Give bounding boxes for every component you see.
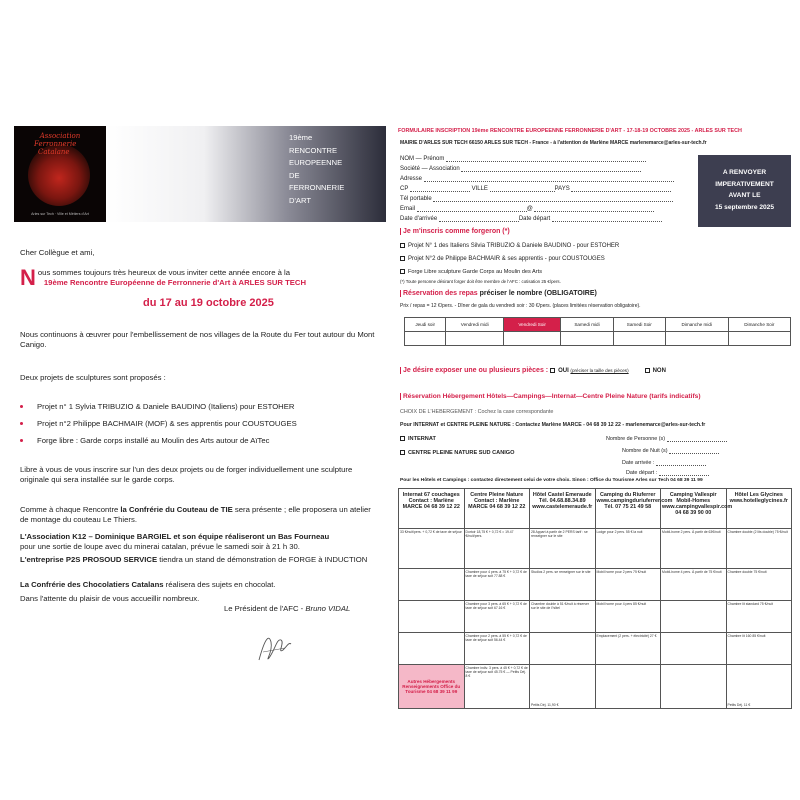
bullet-icon — [20, 422, 23, 425]
hotel-col-riuferrer: Camping du Riuferrer www.campingduriuferrer.com Tél. 07 75 21 49 58 — [595, 489, 661, 529]
meal-count-input[interactable] — [728, 332, 790, 346]
greeting: Cher Collègue et ami, — [20, 248, 95, 257]
meal-vendredi-midi: Vendredi midi — [446, 318, 504, 332]
para-p2s: L'entreprise P2S PROSOUD SERVICE tiendra un stand de démonstration de FORGE à INDUCTION — [20, 555, 368, 564]
checkbox-icon — [400, 256, 405, 261]
para-k12: L'Association K12 – Dominique BARGIEL et son équipe réaliseront un Bas Fourneau pour une sortie de loupe avec du minerai catalan, prévue le samedi soir à 21 h 30. — [20, 532, 330, 551]
heberg-choice: CHOIX DE L'HEBERGEMENT : Cochez la case correspondante — [400, 409, 554, 415]
meal-count-input[interactable] — [446, 332, 504, 346]
meal-count-input[interactable] — [561, 332, 614, 346]
checkbox-icon — [645, 368, 650, 373]
meal-samedi-midi: Samedi midi — [561, 318, 614, 332]
forgeron-note: (*) Toute personne désirant forger doit être membre de l'AFC : cotisation 25 €/pers. — [400, 279, 561, 284]
field-adresse[interactable]: Adresse — [400, 176, 674, 182]
field-nb-personnes[interactable]: Nombre de Personne (s) — [606, 436, 727, 442]
forgeron-option-2[interactable]: Projet N°2 de Philippe BACHMAIR & ses apprentis - pour COUSTOUGES — [400, 256, 605, 262]
logo-line-2: Ferronnerie — [34, 140, 77, 148]
hotels-note: Pour les Hôtels et Campings : contactez directement celui de votre choix. Sinon : Office du Tourisme Arles sur Tech 04 68 39 11 99 — [400, 478, 703, 483]
field-date-depart[interactable]: Date départ : — [626, 470, 709, 476]
checkbox-icon — [400, 450, 405, 455]
para-closing: Dans l'attente du plaisir de vous accueillir nombreux. — [20, 594, 200, 603]
hotel-col-castel: Hôtel Castel Emeraude Tél. 04.68.88.34.89 www.castelemeraude.fr — [530, 489, 596, 529]
autres-hebergements: Autres Hébergements Renseignements Office du Tourisme 04 68 39 11 99 — [399, 665, 465, 709]
logo-bottom: Arles sur Tech · Ville et Métiers d'Art — [31, 212, 89, 216]
meal-vendredi-soir: Vendredi Soir — [504, 318, 561, 332]
project-item-1: Projet n° 1 Sylvia TRIBUZIO & Daniele BAUDINO (Italiens) pour ESTOHER — [20, 402, 294, 412]
heberg-contact: Pour INTERNAT et CENTRE PLEINE NATURE : Contactez Marlène MARCE - 04 68 39 12 22 - marlenemarce@arles-sur-tech.fr — [400, 422, 706, 428]
meals-table — [404, 317, 791, 346]
hotel-col-vallespir: Camping Vallespir Mobil-Homes www.campingvallespir.com 04 68 39 90 00 — [661, 489, 727, 529]
expo-heading: Je désire exposer une ou plusieurs pièces : OUI (préciser la taille des pièces) NON — [400, 367, 666, 374]
para-confrerie-couteau: Comme à chaque Rencontre la Confrérie du Couteau de TIE sera présente ; elle proposera un atelier de montage du couteau Le Thiers. — [20, 505, 371, 524]
form-address: MAIRIE D'ARLES SUR TECH 66150 ARLES SUR TECH - France - à l'attention de Marlène MARCE marlenemarce@arles-sur-tech.fr — [400, 140, 707, 146]
intro-paragraph — [20, 265, 380, 290]
field-nb-nuits[interactable]: Nombre de Nuit (s) — [622, 448, 719, 454]
field-societe[interactable]: Société — Association — [400, 166, 641, 172]
signature-icon — [255, 628, 295, 666]
field-tel[interactable]: Tél portable — [400, 196, 673, 202]
table-row: Chambre pour 3 pers. à 65 € + 0,72 € de taxe de séjour soit 67.16 € Chambre double à 51 €/nuit à réserver sur le site de l'hôtel Mobil home pour 4 pers 85 €/nuit Chambre lit standard 75 €/nuit — [399, 601, 792, 633]
meal-count-input[interactable] — [504, 332, 561, 346]
hotel-col-internat: Internat 67 couchages Contact : Marlène MARCE 04 68 39 12 22 — [399, 489, 465, 529]
hotel-col-centre: Centre Pleine Nature Contact : Marlène MARCE 04 68 39 12 22 — [464, 489, 530, 529]
para-inscription: Libre à vous de vous inscrire sur l'un des deux projets ou de forger individuellement une sculpture originale qui sera installée sur le garde corps. — [20, 465, 353, 484]
checkbox-icon — [400, 243, 405, 248]
field-cp-ville-pays[interactable]: CP VILLE PAYS — [400, 186, 671, 192]
option-internat[interactable]: INTERNAT — [400, 436, 436, 442]
forgeron-option-1[interactable]: Projet N° 1 des Italiens Silvia TRIBUZIO & Daniele BAUDINO - pour ESTOHER — [400, 243, 619, 249]
deadline-box: A RENVOYER IMPERATIVEMENT AVANT LE 15 septembre 2025 — [698, 155, 791, 227]
meal-jeudi-soir: Jeudi soir — [405, 318, 446, 332]
logo-line-3: Catalane — [38, 148, 70, 156]
banner-title: 19ème RENCONTRE EUROPEENNE DE FERRONNERIE D'ART — [289, 133, 345, 205]
hotels-table — [398, 488, 792, 709]
intro-dropcap: N — [20, 265, 36, 290]
bullet-icon — [20, 439, 23, 442]
para-embellishment: Nous continuons à œuvrer pour l'embellissement de nos villages de la Route du Fer tout autour du Mont Canigo. — [20, 330, 375, 349]
meals-input-row — [405, 332, 791, 346]
meal-count-input[interactable] — [405, 332, 446, 346]
field-nom[interactable]: NOM — Prénom — [400, 156, 646, 162]
forgeron-heading: Je m'inscris comme forgeron (*) — [400, 228, 510, 235]
meal-dimanche-soir: Dimanche Soir — [728, 318, 790, 332]
field-dates[interactable]: Date d'arrivée Date départ — [400, 216, 662, 222]
para-chocolatiers: La Confrérie des Chocolatiers Catalans réalisera des sujets en chocolat. — [20, 580, 276, 589]
signoff: Le Président de l'AFC - Bruno VIDAL — [224, 604, 351, 613]
meals-header-row — [405, 318, 791, 332]
hotels-header-row — [399, 489, 792, 529]
meal-dimanche-midi: Dimanche midi — [665, 318, 728, 332]
hotel-col-glycines: Hôtel Les Glycines www.hotelleglycines.fr — [726, 489, 792, 529]
bullet-icon — [20, 405, 23, 408]
letter-banner — [14, 126, 386, 222]
field-email[interactable]: Email @ — [400, 206, 654, 212]
checkbox-icon — [400, 436, 405, 441]
form-title: FORMULAIRE INSCRIPTION 19ème RENCONTRE EUROPEENNE FERRONNERIE D'ART - 17-18-19 OCTOBRE 2025 - ARLES SUR TECH — [398, 128, 742, 134]
table-row: 33 €/nuit/pers. + 0,72 € de taxe de séjour Dortoir 18,75 € + 0,72 € = 19.47 €/nuit/pers. 28 Appart à partir de 2 PERS tarif : se renseigner sur le site Lodge pour 2 pers. 55 € la nuit Mobil-home 2 pers. À partir de 63€/nuit Chambre double (2 lits double) 75 €/nuit — [399, 529, 792, 569]
meal-count-input[interactable] — [665, 332, 728, 346]
heberg-heading: Réservation Hébergement Hôtels—Campings—Internat—Centre Pleine Nature (tarifs indicatifs) — [400, 393, 701, 400]
afc-logo — [14, 126, 106, 222]
project-item-3: Forge libre : Garde corps installé au Moulin des Arts autour de AïTec — [20, 436, 269, 446]
checkbox-icon — [400, 269, 405, 274]
repas-price: Prix / repas = 12 €/pers. - Dîner de gala du vendredi soir : 30 €/pers. (places limitées réservation obligatoire). — [400, 303, 641, 309]
table-row: Autres Hébergements Renseignements Office du Tourisme 04 68 39 11 99 Chambre indiv. 3 pers. à 45 € + 0,72 € de taxe de séjour soit 45.75 € — Petits Déj. 8 € Petits Déj. 11,90 € Petits Déj. 11 € — [399, 665, 792, 709]
table-row: Chambre pour 2 pers. à 55 € + 0,72 € de taxe de séjour soit 56.44 € Emplacement (2 pers. + électricité) 27 € Chambre lit 160 85 €/nuit — [399, 633, 792, 665]
event-dates: du 17 au 19 octobre 2025 — [143, 297, 274, 309]
table-row: Chambre pour 4 pers. à 75 € + 0,72 € de taxe de séjour soit 77.88 € Studios 2 pers. se renseigner sur le site Mobil home pour 2 pers 75 €/nuit Mobil-home 4 pers. À partir de 75 €/nuit Chambre double 75 €/nuit — [399, 569, 792, 601]
project-item-2: Projet n°2 Philippe BACHMAIR (MOF) & ses apprentis pour COUSTOUGES — [20, 419, 297, 429]
checkbox-icon — [550, 368, 555, 373]
meal-samedi-soir: Samedi Soir — [613, 318, 665, 332]
projects-intro: Deux projets de sculptures sont proposés : — [20, 373, 166, 382]
option-centre[interactable]: CENTRE PLEINE NATURE SUD CANIGO — [400, 450, 515, 456]
forgeron-option-3[interactable]: Forge Libre sculpture Garde Corps au Moulin des Arts — [400, 269, 542, 275]
field-date-arrivee[interactable]: Date arrivée : — [622, 460, 706, 466]
meal-count-input[interactable] — [613, 332, 665, 346]
event-name: 19ème Rencontre Européenne de Ferronnerie d'Art à ARLES SUR TECH — [43, 278, 307, 287]
repas-heading: Réservation des repas préciser le nombre (OBLIGATOIRE) — [400, 290, 597, 297]
intro-text: ous sommes toujours très heureux de vous inviter cette année encore à la — [37, 268, 291, 277]
logo-line-1: Association — [39, 132, 81, 140]
